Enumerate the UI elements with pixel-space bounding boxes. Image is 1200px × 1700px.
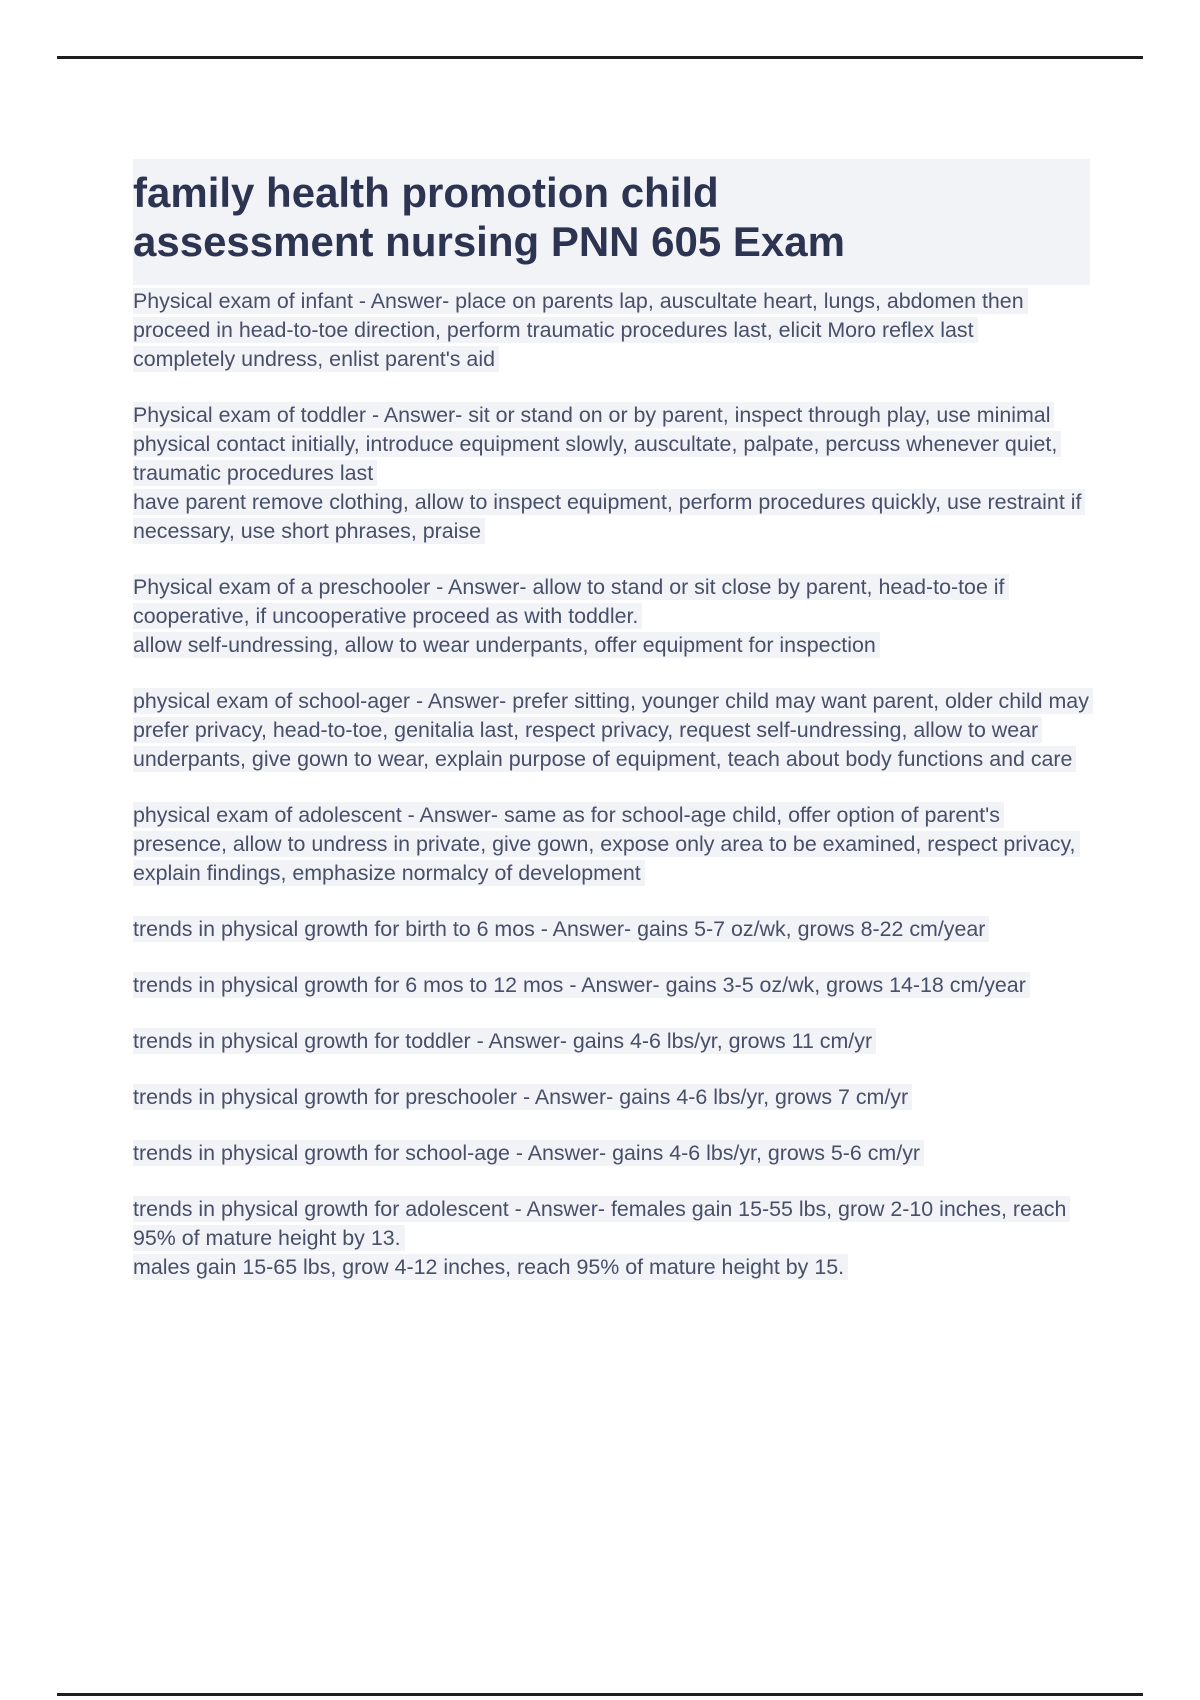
qa-text: completely undress, enlist parent's aid [133,346,499,372]
qa-paragraph [133,915,1090,944]
page-title-line-1: family health promotion child [133,169,719,216]
qa-text: Physical exam of a preschooler - Answer- allow to stand or sit close by parent, head-to-toe if cooperative, if uncooperative proceed as with toddler. [133,574,1009,629]
qa-text: trends in physical growth for preschooler - Answer- gains 4-6 lbs/yr, grows 7 cm/yr [133,1084,912,1110]
qa-text: physical exam of school-ager - Answer- prefer sitting, younger child may want parent, older child may prefer privacy, head-to-toe, genitalia last, respect privacy, request self-undressing, allow to wear underpants, give gown to wear, explain purpose of equipment, teach about body functions and care [133,688,1093,772]
qa-text: trends in physical growth for 6 mos to 12 mos - Answer- gains 3-5 oz/wk, grows 14-18 cm/year [133,972,1030,998]
qa-text: males gain 15-65 lbs, grow 4-12 inches, reach 95% of mature height by 15. [133,1254,848,1280]
page-title [133,159,1090,285]
qa-text: trends in physical growth for school-age - Answer- gains 4-6 lbs/yr, grows 5-6 cm/yr [133,1140,924,1166]
bottom-divider [57,1693,1143,1696]
qa-paragraph [133,971,1090,1000]
qa-paragraph [133,573,1090,660]
qa-paragraph [133,687,1090,774]
qa-text: trends in physical growth for toddler - Answer- gains 4-6 lbs/yr, grows 11 cm/yr [133,1028,876,1054]
qa-text: trends in physical growth for adolescent - Answer- females gain 15-55 lbs, grow 2-10 inches, reach 95% of mature height by 13. [133,1196,1070,1251]
document-content [133,159,1090,1309]
qa-paragraph [133,1083,1090,1112]
qa-paragraph [133,1139,1090,1168]
qa-paragraph [133,1195,1090,1282]
qa-text: have parent remove clothing, allow to inspect equipment, perform procedures quickly, use restraint if necessary, use short phrases, praise [133,489,1085,544]
qa-text: Physical exam of infant - Answer- place on parents lap, auscultate heart, lungs, abdomen then proceed in head-to-toe direction, perform traumatic procedures last, elicit Moro reflex last [133,288,1028,343]
qa-list [133,287,1090,1282]
qa-text: physical exam of adolescent - Answer- same as for school-age child, offer option of parent's presence, allow to undress in private, give gown, expose only area to be examined, respect privacy, explain findings, emphasize normalcy of development [133,802,1080,886]
qa-paragraph [133,1027,1090,1056]
qa-paragraph [133,801,1090,888]
top-divider [57,56,1143,59]
page-title-line-2: assessment nursing PNN 605 Exam [133,218,845,265]
qa-text: allow self-undressing, allow to wear underpants, offer equipment for inspection [133,632,880,658]
qa-text: trends in physical growth for birth to 6 mos - Answer- gains 5-7 oz/wk, grows 8-22 cm/year [133,916,989,942]
qa-text: Physical exam of toddler - Answer- sit or stand on or by parent, inspect through play, use minimal physical contact initially, introduce equipment slowly, auscultate, palpate, percuss whenever quiet, traumatic procedures last [133,402,1061,486]
qa-paragraph [133,401,1090,546]
qa-paragraph [133,287,1090,374]
